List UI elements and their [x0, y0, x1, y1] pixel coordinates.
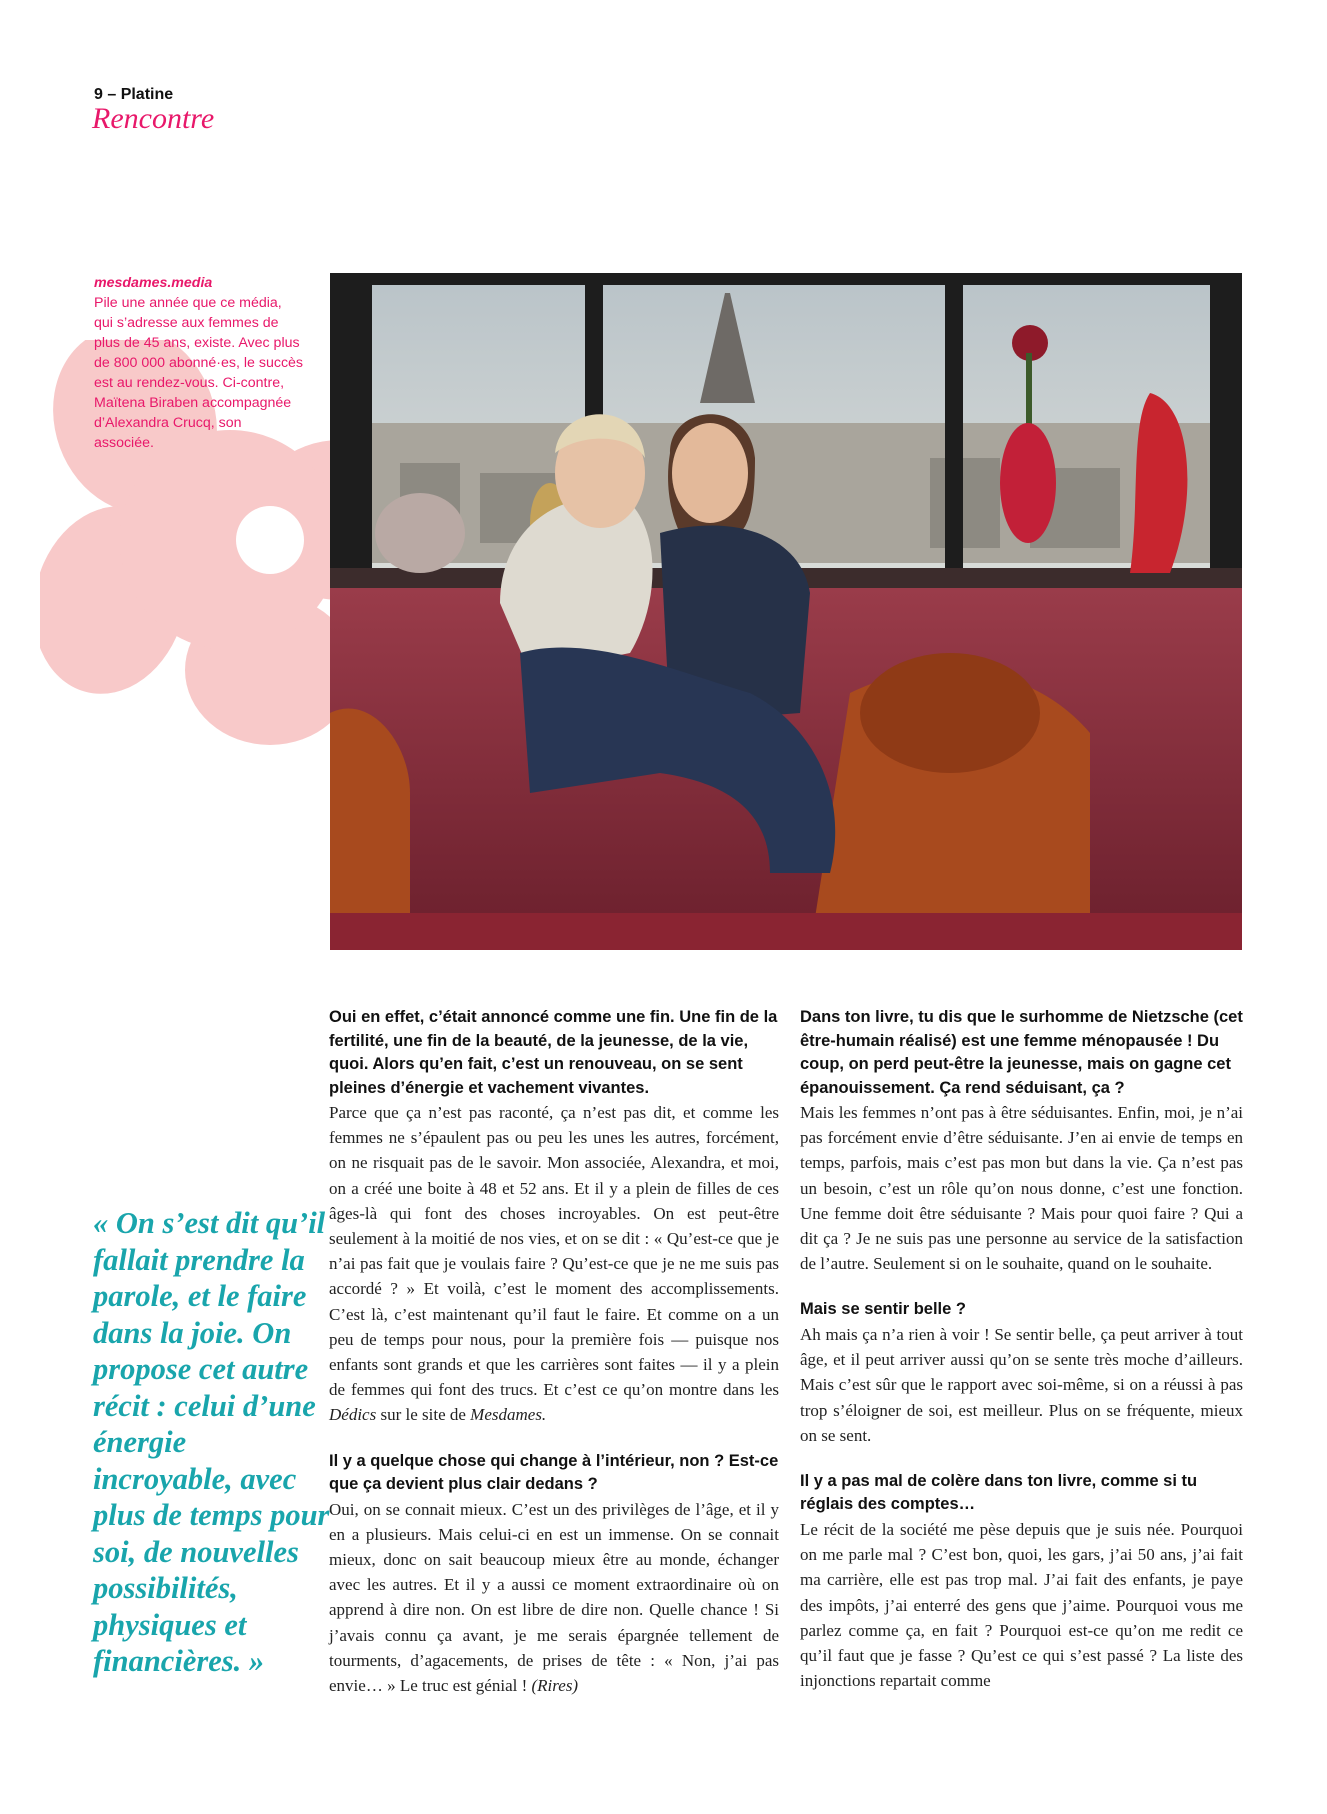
page-number: 9 – Platine [94, 86, 174, 103]
pull-quote: « On s’est dit qu’il fallait prendre la parole, et le faire dans la joie. On propose cet autre récit : celui d’une énergie incroyable, avec plus de temps pour soi, de nouvelles possibilités, physiques et financières. » [93, 1206, 330, 1678]
article-column-right [800, 1006, 1243, 1715]
answer-1: Parce que ça n’est pas raconté, ça n’est pas dit, et comme les femmes ne s’épaulent pas ou peu les unes les autres, forcément, on ne risquait pas de le savoir. Mon associée, Alexandra, et moi, on a créé une boite à 48 et 52 ans. Et il y a plein de filles de ces âges-là qui font des choses incroyables. On est peut-être seulement à la moitié de nos vies, et on se dit : « Qu’est-ce que je n’ai pas fait que je voulais faire ? Qu’est-ce que je ne me suis pas accordé ? » Et voilà, c’est le moment des accomplissements. C’est là, c’est maintenant qu’il faut le faire. Et comme on a un peu de temps pour nous, pour la première fois — puisque nos enfants sont grands et que les carrières sont faites — il y a plein de femmes qui font des trucs. Et c’est ce qu’on montre dans les Dédics sur le site de Mesdames. [329, 1103, 779, 1425]
answer-3: Mais les femmes n’ont pas à être séduisantes. Enfin, moi, je n’ai pas forcément envie d’être séduisante. J’en ai envie de temps en temps, parfois, mais c’est pas mon but dans la vie. Ça n’est pas un besoin, c’est un rôle qu’on nous donne, c’est une fonction. Une femme doit être séduisante ? Mais pour quoi faire ? Qui a dit ça ? Je ne suis pas une personne au service de la satisfaction de l’autre. Seulement si on le souhaite, quand on le souhaite. [800, 1103, 1243, 1274]
question-3: Dans ton livre, tu dis que le surhomme de Nietzsche (cet être-humain réalisé) est une femme ménopausée ! Du coup, on perd peut-être la jeunesse, mais on gagne cet épanouissement. Ça rend séduisant, ça ? [800, 1008, 1243, 1097]
answer-5: Le récit de la société me pèse depuis que je suis née. Pourquoi on me parle mal ? C’est bon, quoi, les gars, j’ai 50 ans, j’ai fait ma carrière, elle est pas trop mal. J’ai fait des enfants, je paye des impôts, j’ai enterré des gens que j’aime. Pourquoi vous me parlez comme ça, en fait ? Pourquoi est-ce qu’on me redit ce qu’il faut que je fasse ? Qu’est ce qui s’est passé ? La liste des injonctions repartait comme [800, 1519, 1243, 1691]
answer-2: Oui, on se connait mieux. C’est un des privilèges de l’âge, et il y en a plusieurs. Mais celui-ci en est un immense. On se connait mieux, donc on sait beaucoup mieux être au monde, échanger avec les autres. Et il y a aussi ce moment extraordinaire où on apprend à dire non. On est libre de dire non. Quelle chance ! Si j’avais connu ça avant, je me serais épargnée tellement de tourments, d’agacements, de prises de tête : « Non, j’ai pas envie… » Le truc est génial ! (Rires) [329, 1499, 779, 1696]
question-2: Il y a quelque chose qui change à l’intérieur, non ? Est-ce que ça devient plus clair dedans ? [329, 1451, 779, 1494]
answer-4: Ah mais ça n’a rien à voir ! Se sentir belle, ça peut arriver à tout âge, et il peut arriver aussi qu’on se sente très moche d’ailleurs. Mais c’est sûr que le rapport avec soi-même, si on a réussi à pas trop s’éloigner de soi, est meilleur. Plus on se fréquente, mieux on se sent. [800, 1324, 1243, 1445]
question-1: Oui en effet, c’était annoncé comme une fin. Une fin de la fertilité, une fin de la beauté, de la jeunesse, de la vie, quoi. Alors qu’en fait, c’est un renouveau, on se sent pleines d’énergie et vachement vivantes. [329, 1008, 778, 1097]
section-rubric: Rencontre [92, 102, 215, 135]
interview-photo [330, 273, 1242, 950]
caption-text: Pile une année que ce média, qui s’adresse aux femmes de plus de 45 ans, existe. Avec plus de 800 000 abonné·es, le succès est au rendez-vous. Ci-contre, Maïtena Biraben accompagnée d’Alexandra Crucq, son associée. [94, 295, 304, 451]
question-4: Mais se sentir belle ? [800, 1300, 966, 1319]
article-column-left [329, 1006, 779, 1720]
question-5: Il y a pas mal de colère dans ton livre, comme si tu réglais des comptes… [800, 1471, 1198, 1514]
photo-caption [94, 273, 304, 453]
caption-title: mesdames.media [94, 275, 213, 291]
